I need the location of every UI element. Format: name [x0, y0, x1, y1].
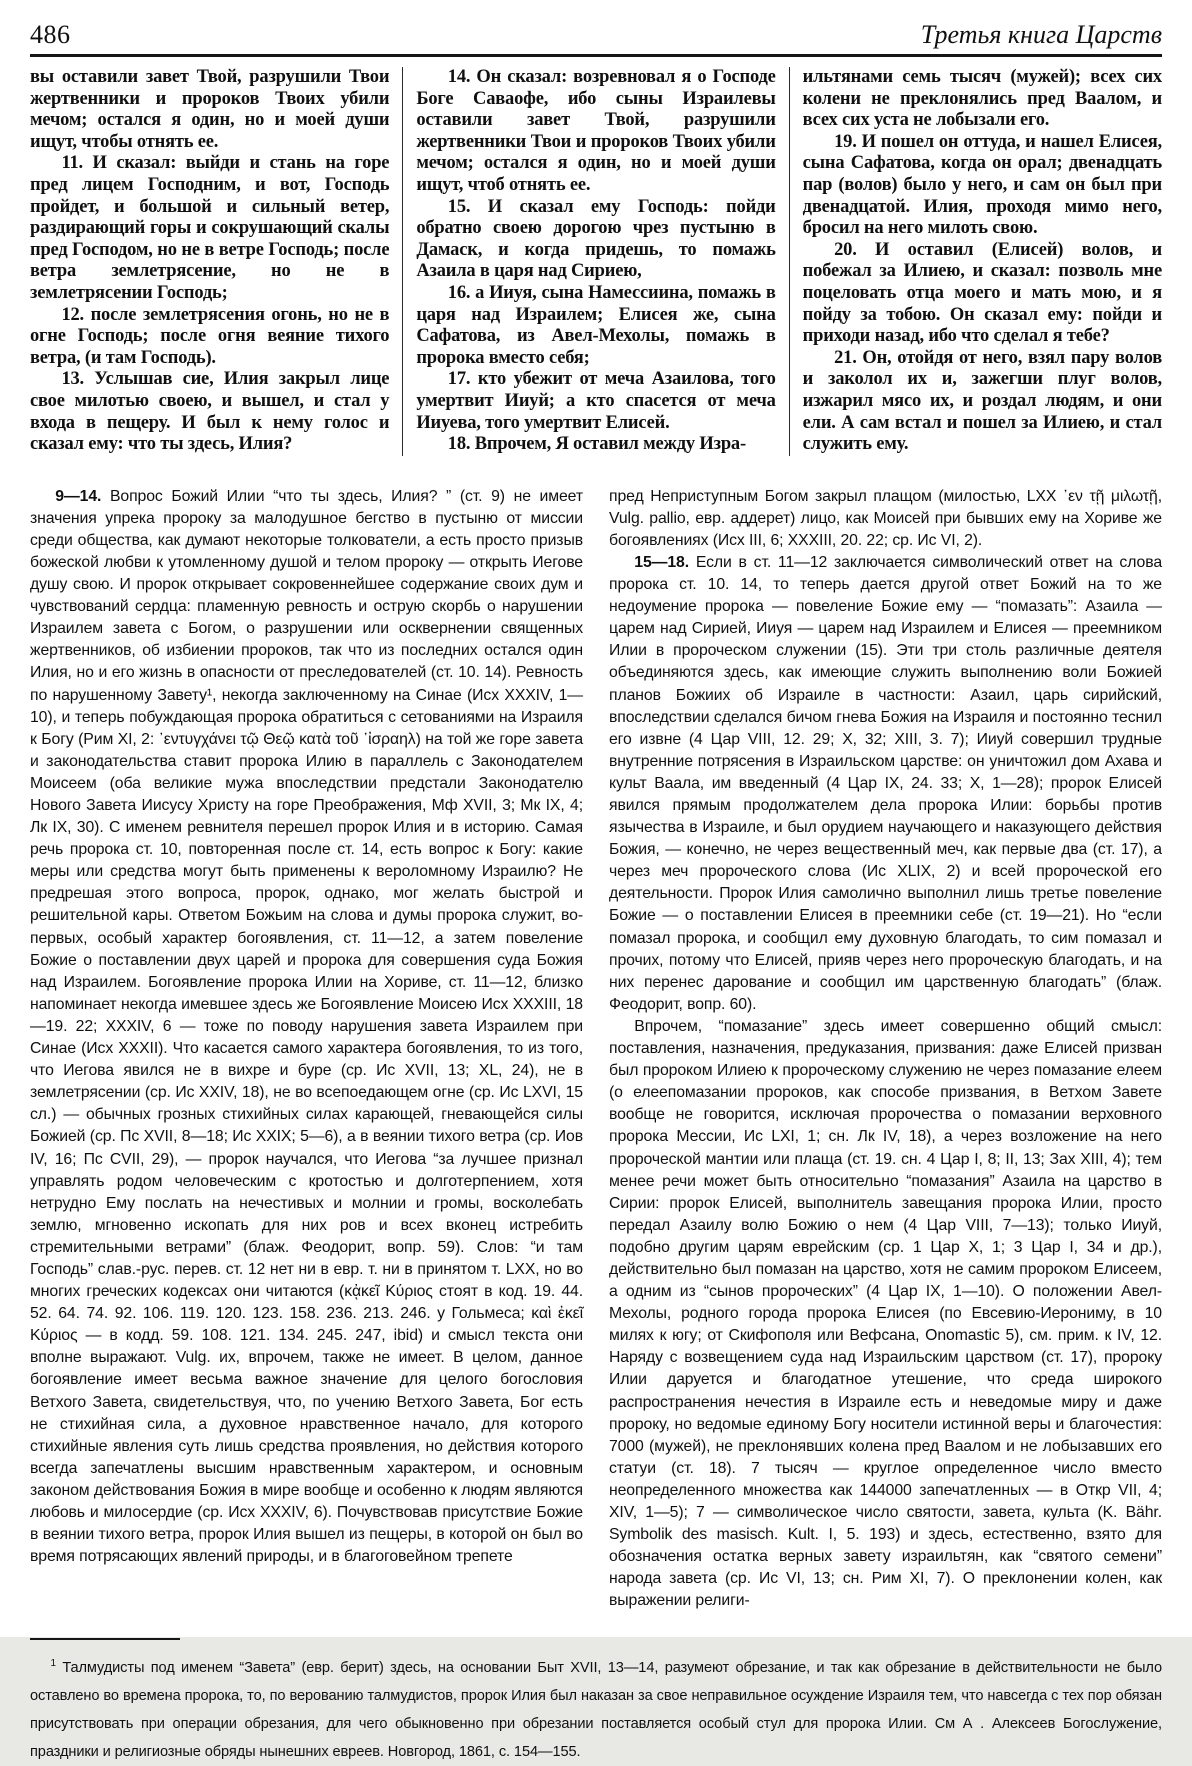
- header-rule: [30, 54, 1162, 57]
- footnote-marker: 1: [50, 1658, 56, 1670]
- running-title: Третья книга Царств: [920, 20, 1162, 49]
- verse-paragraph: 16. а Ииуя, сына Намессиина, помажь в царя над Израилем; Елисея же, сына Сафатова, из Авел-Мехолы, помажь в пророка вместо себя;: [416, 282, 776, 368]
- footnote-body: Талмудисты под именем “Завета” (евр. берит) здесь, на основании Быт XVII, 13—14, разумеют обрезание, и так как обрезание в действительности не было оставлено во времена пророка, то, по верованию талмудистов, пророк Илия был наказан за свое неправильное осуждение Израиля тем, что навсегда с тех пор обязан присутствовать при операции обрезания, для чего обыкновенно при обрезании поставляется особый стул для пророка Илии. См А . Алексеев Богослужение, праздники и религиозные обряды нынешних евреев. Новгород, 1861, с. 154—155.: [30, 1660, 1162, 1761]
- verse-paragraph: 18. Впрочем, Я оставил между Изра-: [447, 434, 746, 455]
- scripture-column-2: [402, 67, 788, 456]
- verse-paragraph: 15. И сказал ему Господь: пойди обратно своею дорогою чрез пустыню в Дамаск, и когда придешь, то помажь Азаила в царя над Сириею,: [416, 196, 776, 282]
- commentary-section: [30, 486, 1162, 1613]
- footnote: [30, 1650, 1162, 1766]
- verse-paragraph: 14. Он сказал: возревновал я о Господе Боге Саваофе, ибо сыны Израилевы оставили завет Твой, разрушили жертвенники Твои и пророков Твоих убили мечом; остался я один, но и моей души ищут, чтоб отнять ее.: [416, 67, 776, 195]
- verse-paragraph: 20. И оставил (Елисей) волов, и побежал за Илиею, и сказал: позволь мне поцеловать отца моего и мать мою, и я пойду за тобою. Он сказал ему: пойди и приходи назад, ибо что сделал я тебе?: [802, 239, 1162, 347]
- verse-range-ref: 15—18.: [634, 553, 689, 571]
- commentary-paragraph: [609, 552, 1162, 1016]
- commentary-paragraph: Впрочем, “помазание” здесь имеет совершенно общий смысл: поставления, назначения, предуказания, призвания: даже Елисей призван был пророком Илиею к пророческому служению не через помазание елеем (о елеепомазании пророков, как способе призвания, в Ветхом Завете вообще не говорится, исключая пророчества о помазании верховного пророка Мессии, Ис LXI, 1; сн. Лк IV, 18), а через возложение на него пророческой мантии или плаща (ст. 19. сн. 4 Цар I, 8; II, 13; Зах XIII, 4); тем менее речи может быть относительно “помазания” Азаила на царство в Сирии: пророк Елисей, выполнитель завещания пророка Илии, просто передал Азаилу волю Божию о нем (4 Цар VIII, 7—13); только Ииуй, подобно другим царям еврейским (ср. 1 Цар X, 1; 3 Цар I, 34 и др.), действительно был помазан на царство, хотя не самим пророком Елисеем, а одним из “сынов пророческих” (4 Цар IX, 1—10). О положении Авел-Мехолы, родного города пророка Елисея (по Евсевию-Иерониму, в 10 милях к югу; от Скифополя или Вефсана, Onomastic 5), см. прим. к IV, 12. Наряду с возвещением суда над Израильским царством (ст. 17), пророку Илии даруется и благодатное утешение, что среда широкого распространения нечестия в Израиле есть и неведомые миру и даже пророку, но ведомые единому Богу носители истинной веры и благочестия: 7000 (мужей), не преклонявших колена пред Ваалом и не лобызавших его статуи (ст. 18). 7 тысяч — круглое определенное число вместо неопределенного множества как 144000 запечатленных — в Откр VII, 4; XIV, 1—5); 7 — символическое число святости, завета, культа (K. Bähr. Symbolik des masisch. Kult. I, 5. 193) и здесь, естественно, взято для обозначения остатка верных завету израильтян, как “святого семени” народа завета (ср. Ис VI, 13; сн. Рим XI, 7). О преклонении колен, как выражении религи-: [609, 1017, 1162, 1610]
- page-header: [30, 0, 1162, 54]
- scripture-column-1: [30, 67, 402, 456]
- commentary-paragraph: [30, 486, 583, 1569]
- commentary-text: Вопрос Божий Илии “что ты здесь, Илия? ” (ст. 9) не имеет значения упрека пророку за малодушное бегство в пустыню от миссии среди общества, как думают некоторые толкователи, а есть просто призыв божеской любви к утомленному душой и телом пророку — открыть Иегове душу свою. И пророк открывает сокровеннейшее содержание своих дум и чувствований сердца: пламенную ревность и острую скорбь о нарушении Израилем завета с Богом, о разрушении или осквернении священных жертвенников, об избиении пророков, так что из последних остался один Илия, но и его жизнь в опасности от преследователей (ст. 10. 14). Ревность по нарушенному Завету¹, некогда заключенному на Синае (Исх XXXIV, 1—10), и теперь побуждающая пророка обратиться с сетованиями на Израиля к Богу (Рим XI, 2: ᾽εντυγχάνει τῷ Θεῷ κατὰ τοῦ ᾽ἰσραηλ) на той же горе завета и законодательства ставит пророка Илию в параллель с Законодателем Моисеем (оба великие мужа впоследствии предстали Законодателю Нового Завета Иисусу Христу на горе Преображения, Мф XVII, 3; Мк IX, 4; Лк IX, 30). С именем ревнителя перешел пророк Илия и в историю. Самая речь пророка ст. 10, повторенная после ст. 14, есть вопрос к Богу: какие меры или средства могут быть применены к вероломному Израилю? Не предрешая этого вопроса, пророк, однако, мог желать быстрой и решительной кары. Ответом Божьим на слова и думы пророка служит, во-первых, особый характер богоявления, ст. 11—12, а затем повеление Божие о поставлении двух царей и пророка для совершения суда Божия над Израилем. Богоявление пророка Илии на Хориве, ст. 11—12, близко напоминает некогда имевшее здесь же Богоявление Моисею Исх XXXIII, 18—19. 22; XXXIV, 6 — тоже по поводу нарушения завета Израилем при Синае (Исх XXXII). Что касается самого характера богоявления, то из того, что Иегова явился не в вихре и буре (ср. Ис XVII, 13; XL, 24), не в землетрясении (ср. Ис XXIV, 18), не во всепоедающем огне (ср. Ис LXVI, 15 сл.) — обычных грозных стихийных силах карающей, гневающейся силы Божией (ср. Пс XVII, 8—18; Ис XXIX; 5—6), а в веянии тихого ветра (ср. Иов IV, 16; Пс CVII, 29), — пророк научался, что Иегова “за лучшее признал управлять родом человеческим с кротостью и долготерпением, хотя нетрудно Ему послать на нечестивых и молнии и громы, восколебать землю, мгновенно ископать для них ров и всех вконец истребить стремительными ветрами” (блаж. Феодорит, вопр. 59). Слов: “и там Господь” слав.-рус. перев. ст. 12 нет ни в евр. т. ни в принятом т. LXX, но во многих греческих кодексах они читаются (κᾀκεῖ Κύριος стоят в код. 19. 44. 52. 64. 74. 92. 106. 119. 120. 123. 158. 236. 213. 246. у Гольмеса; καὶ ἐκεῖ Κύριος — в кодд. 59. 108. 121. 134. 245. 247, ibid) и смысл текста они вполне выражают. Vulg. их, впрочем, также не имеет. В целом, данное богоявление имеет весьма важное значение для целого богословия Ветхого Завета, свидетельствуя, что, по учению Ветхого Завета, Бог есть не стихийная сила, а духовное нравственное начало, для которого стихийные явления суть лишь средства проявления, но действия которого всегда запечатлены высшим нравственным характером, и основным законом действования Божия в мире вообще и особенно к людям являются любовь и милосердие (ср. Исх XXXIV, 6). Почувствовав присутствие Божие в веянии тихого ветра, пророк Илия вышел из пещеры, в которой он был во время потрясающих явлений природы, и в благоговейном трепете: [30, 487, 583, 1566]
- commentary-text: Если в ст. 11—12 заключается символический ответ на слова пророка ст. 10. 14, то теперь дается другой ответ Божий на то же недоумение пророка — повеление Божие ему — “помазать”: Азаила — царем над Сирией, Ииуя — царем над Израилем и Елисея — преемником Илии в пророческом служении (15). Эти три столь различные деятеля объединяются здесь, как имеющие служить выполнению воли Божией планов Божиих об Израиле в частности: Азаил, царь сирийский, впоследствии сделался бичом гнева Божия на Израиля и постоянно теснил его извне (4 Цар VIII, 12. 29; X, 32; XIII, 3. 7); Ииуй совершил трудные внутренние потрясения в Израильском царстве: он уничтожил дом Ахава и культ Ваала, им введенный (4 Цар IX, 24. 33; X, 1—28); пророк Елисей явился прямым продолжателем дела пророка Илии: борьбы против язычества в Израиле, и был орудием научающего и наказующего действия Божия, — конечно, не через вещественный меч, как первые два (ст. 17), а через меч пророческого слова (Ис XLIX, 2) и всей пророческой его деятельности. Пророк Илия самолично выполнил лишь третье повеление Божие — о поставлении Елисея в преемники себе (ст. 19—21). Но “если помазал пророка, и сообщил ему духовную благодать, то сим помазал и прочих, потому что Елисей, прияв через него пророческую благодать, и на них перенес дарование и сообщил им царственную благодать” (блаж. Феодорит, вопр. 60).: [609, 553, 1163, 1013]
- verse-paragraph: 21. Он, отойдя от него, взял пару волов и заколол их и, зажегши плуг волов, изжарил мясо их, и роздал людям, и они ели. А сам встал и пошел за Илиею, и стал служить ему.: [802, 347, 1162, 455]
- scripture-section: [30, 67, 1162, 456]
- commentary-column-left: [30, 486, 583, 1613]
- verse-paragraph: 13. Услышав сие, Илия закрыл лице свое милотью своею, и вышел, и стал у входа в пещеру. И был к нему голос и сказал ему: что ты здесь, Илия?: [30, 369, 390, 455]
- commentary-column-right: [609, 486, 1162, 1613]
- commentary-paragraph: пред Неприступным Богом закрыл плащом (милостью, LXX ᾽εν τῇ μιλωτῇ, Vulg. pallio, евр. аддерет) лицо, как Моисей при бывших ему на Хориве же богоявлениях (Исх III, 6; XXXIII, 20. 22; ср. Ис VI, 2).: [609, 487, 1162, 549]
- verse-paragraph: 19. И пошел он оттуда, и нашел Елисея, сына Сафатова, когда он орал; двенадцать пар (волов) было у него, и сам он был при двенадцатой. Илия, проходя мимо него, бросил на него милоть свою.: [802, 131, 1162, 239]
- footnote-rule: [30, 1638, 180, 1640]
- scripture-column-3: [789, 67, 1162, 456]
- verse-paragraph: вы оставили завет Твой, разрушили Твои жертвенники и пророков Твоих убили мечом; остался я один, но и моей души ищут, чтобы отнять ее.: [30, 67, 390, 152]
- verse-paragraph: 17. кто убежит от меча Азаилова, того умертвит Ииуй; а кто спасется от меча Ииуева, того умертвит Елисей.: [416, 369, 776, 433]
- footnote-text: [30, 1650, 1162, 1766]
- verse-paragraph: ильтянами семь тысяч (мужей); всех сих колени не преклонялись пред Ваалом, и всех сих уста не лобызали его.: [802, 67, 1162, 131]
- page-number: 486: [30, 20, 71, 49]
- verse-paragraph: 11. И сказал: выйди и стань на горе пред лицем Господним, и вот, Господь пройдет, и большой и сильный ветер, раздирающий горы и сокрушающий скалы пред Господом, но не в ветре Господь; после ветра землетрясение, но не в землетрясении Господь;: [30, 153, 390, 303]
- verse-range-ref: 9—14.: [55, 487, 102, 505]
- verse-paragraph: 12. после землетрясения огонь, но не в огне Господь; после огня веяние тихого ветра, (и там Господь).: [30, 304, 390, 368]
